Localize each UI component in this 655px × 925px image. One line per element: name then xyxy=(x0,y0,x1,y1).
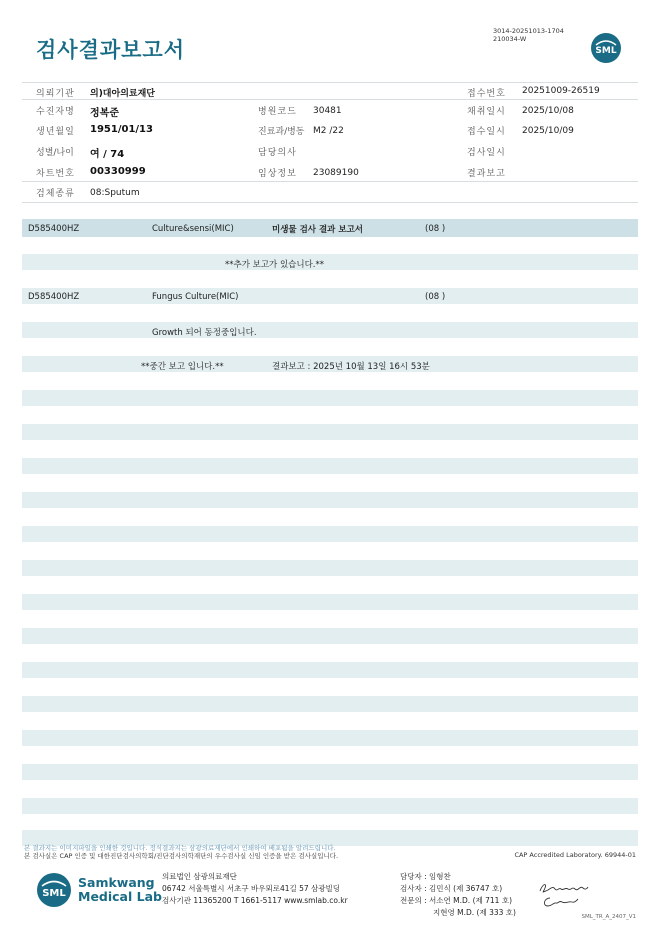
result-note: Growth 되어 동정중입니다. xyxy=(152,328,257,338)
manager-name: 임형찬 xyxy=(429,872,451,881)
org-address-block xyxy=(162,871,348,907)
receipt-no-value: 20251009-26519 xyxy=(522,86,600,96)
tester-name: 김민식 (제 36747 호) xyxy=(429,884,503,893)
tester-label: 검사자 : xyxy=(400,884,427,893)
report-label: 결과보고 xyxy=(467,169,506,179)
name-value: 정복준 xyxy=(90,108,119,119)
form-code: SML_TR_A_2407_V1 xyxy=(581,914,636,920)
result-note: **추가 보고가 있습니다.** xyxy=(225,260,325,270)
result-band xyxy=(22,696,638,712)
dob-label: 생년월일 xyxy=(36,127,75,137)
signature-2 xyxy=(540,894,580,914)
chart-no-value: 00330999 xyxy=(90,166,146,177)
divider xyxy=(22,202,638,203)
footer-certification: 본 검사실은 CAP 인증 및 대한진단검사의학회/진단검사의학재단의 우수검사실 신임 인증을 받은 검사실입니다. xyxy=(24,852,339,860)
clinical-label: 임상정보 xyxy=(258,169,297,179)
hospital-code-label: 병원코드 xyxy=(258,107,297,117)
result-specimen-no: (08 ) xyxy=(425,224,446,234)
result-note: **중간 보고 입니다.** xyxy=(141,362,224,372)
result-band xyxy=(22,594,638,610)
logo-text: SML xyxy=(595,46,617,56)
result-report-time: 결과보고 : 2025년 10월 13일 16시 53분 xyxy=(272,362,430,372)
doctor-label: 담당의사 xyxy=(258,148,297,158)
page-title: 검사결과보고서 xyxy=(36,38,186,62)
manager-label: 담당자 : xyxy=(400,872,427,881)
result-band xyxy=(22,628,638,644)
footer-notice: 본 결과지는 이미지파일을 인쇄한 것입니다. 정식결과지는 삼광의료재단에서 인쇄하여 배포됨을 알려드립니다. xyxy=(24,844,336,852)
result-band xyxy=(22,526,638,542)
divider xyxy=(22,181,638,182)
receipt-no-label: 접수번호 xyxy=(467,89,506,99)
document-number xyxy=(493,27,564,43)
result-band xyxy=(22,492,638,508)
result-test-name: Fungus Culture(MIC) xyxy=(152,292,239,302)
result-report-title: 미생물 검사 결과 보고서 xyxy=(272,225,363,235)
receipt-date-label: 접수일시 xyxy=(467,127,506,137)
org-name: 의료법인 삼광의료재단 xyxy=(162,872,237,881)
collect-date-label: 채취일시 xyxy=(467,107,506,117)
specimen-value: 08:Sputum xyxy=(90,188,140,198)
test-date-label: 검사일시 xyxy=(467,148,506,158)
doc-number-line2: 210034-W xyxy=(493,35,527,43)
result-band xyxy=(22,560,638,576)
result-band xyxy=(22,322,638,338)
specialist-label: 전문의 : xyxy=(400,896,427,905)
sex-age-label: 성별/나이 xyxy=(36,148,74,158)
dept-value: M2 /22 xyxy=(313,126,344,136)
divider xyxy=(22,99,638,100)
hospital-label: 의뢰기관 xyxy=(36,89,75,99)
brand-name-line1: Samkwang xyxy=(78,875,155,890)
org-phone: 검사기관 11365200 T 1661-5117 www.smlab.co.kr xyxy=(162,896,348,905)
result-band xyxy=(22,730,638,746)
result-band xyxy=(22,288,638,304)
specialist-name-2: 지현영 M.D. (제 333 호) xyxy=(433,908,516,917)
sml-footer-logo xyxy=(36,872,72,908)
sex-age-value: 여 / 74 xyxy=(90,149,125,160)
doc-number-line1: 3014-20251013-1704 xyxy=(493,27,564,35)
result-code: D585400HZ xyxy=(28,292,80,302)
receipt-date-value: 2025/10/09 xyxy=(522,126,574,136)
result-code: D585400HZ xyxy=(28,224,80,234)
org-address: 06742 서울특별시 서초구 바우뫼로41길 57 삼광빌딩 xyxy=(162,884,341,893)
result-band xyxy=(22,764,638,780)
result-specimen-no: (08 ) xyxy=(425,292,446,302)
hospital-value: 의)대아의료재단 xyxy=(90,89,155,99)
sml-logo xyxy=(590,32,622,64)
hospital-code-value: 30481 xyxy=(313,106,342,116)
result-band xyxy=(22,662,638,678)
result-band xyxy=(22,424,638,440)
divider xyxy=(22,82,638,83)
staff-block xyxy=(400,871,516,919)
clinical-value: 23089190 xyxy=(313,168,359,178)
collect-date-value: 2025/10/08 xyxy=(522,106,574,116)
result-band xyxy=(22,458,638,474)
dob-value: 1951/01/13 xyxy=(90,124,153,135)
result-band xyxy=(22,254,638,270)
cap-accreditation: CAP Accredited Laboratory. 69944-01 xyxy=(514,851,636,859)
result-test-name: Culture&sensi(MIC) xyxy=(152,224,234,234)
brand-name-line2: Medical Lab xyxy=(78,889,162,904)
chart-no-label: 차트번호 xyxy=(36,169,75,179)
result-band xyxy=(22,798,638,814)
dept-label: 진료과/병동 xyxy=(258,127,305,137)
name-label: 수진자명 xyxy=(36,107,75,117)
result-band xyxy=(22,390,638,406)
specimen-label: 검체종류 xyxy=(36,189,75,199)
specialist-name-1: 서소연 M.D. (제 711 호) xyxy=(429,896,512,905)
footer-logo-text: SML xyxy=(42,888,66,899)
